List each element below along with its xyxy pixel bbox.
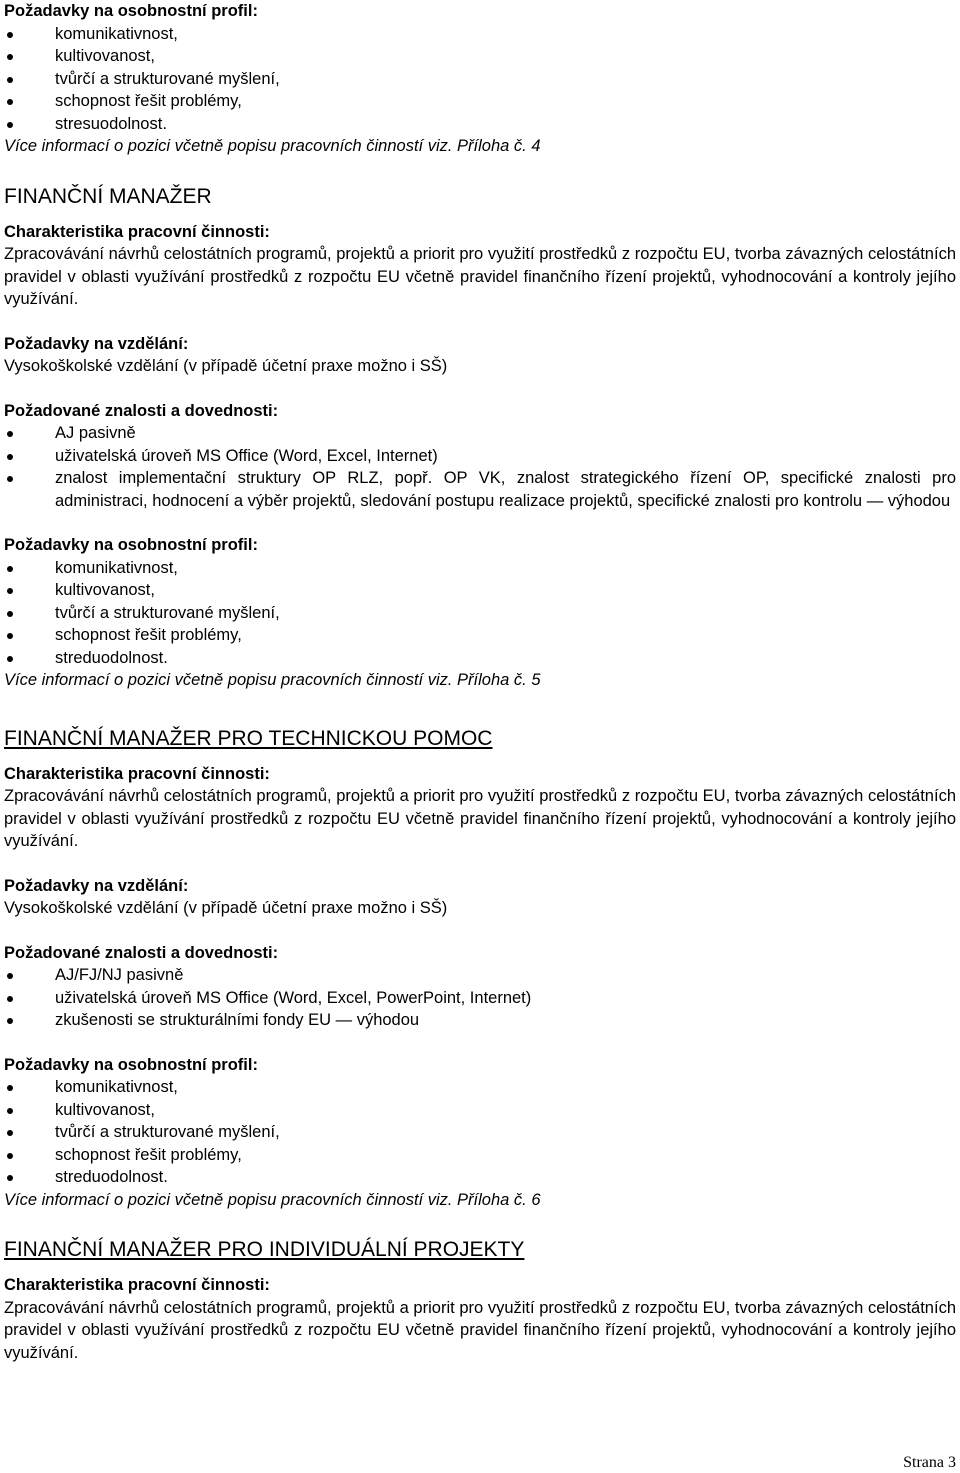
more-info-note: Více informací o pozici včetně popisu pracovních činností viz. Příloha č. 4	[4, 137, 541, 155]
list-item: tvůrčí a strukturované myšlení,	[4, 1121, 956, 1144]
section-title: FINANČNÍ MANAŽER PRO TECHNICKOU POMOC	[4, 726, 493, 750]
list-item: uživatelská úroveň MS Office (Word, Excel, PowerPoint, Internet)	[4, 987, 956, 1010]
list-item: zkušenosti se strukturálními fondy EU — výhodou	[4, 1009, 956, 1032]
skills-heading: Požadované znalosti a dovednosti:	[4, 401, 279, 420]
more-info-note: Více informací o pozici včetně popisu pracovních činností viz. Příloha č. 6	[4, 1190, 541, 1209]
list-item: kultivovanost,	[4, 45, 956, 68]
profile-heading: Požadavky na osobnostní profil:	[4, 2, 258, 20]
list-item: kultivovanost,	[4, 579, 956, 602]
list-item: streduodolnost.	[4, 647, 956, 670]
characteristic-text: Zpracovávání návrhů celostátních programů, projektů a priorit pro využití prostředků z rozpočtu EU, tvorba závazných celostátních pravidel v oblasti využívání prostředků z rozpočtu EU včetně pravidel finančního řízení projektů, vyhodnocování a kontroly jejího využívání.	[4, 787, 956, 850]
more-info-note: Více informací o pozici včetně popisu pracovních činností viz. Příloha č. 5	[4, 671, 541, 689]
education-text: Vysokoškolské vzdělání (v případě účetní praxe možno i SŠ)	[4, 357, 448, 375]
list-item: znalost implementační struktury OP RLZ, popř. OP VK, znalost strategického řízení OP, specifické znalosti pro administraci, hodnocení a výběr projektů, sledování postupu realizace projektů, specifické znalosti pro kontrolu — výhodou	[4, 467, 956, 512]
characteristic-heading: Charakteristika pracovní činnosti:	[4, 222, 270, 241]
list-item: uživatelská úroveň MS Office (Word, Excel, Internet)	[4, 445, 956, 468]
profile-list	[4, 557, 956, 670]
list-item: komunikativnost,	[4, 557, 956, 580]
section-title: FINANČNÍ MANAŽER	[4, 184, 212, 208]
characteristic-heading: Charakteristika pracovní činnosti:	[4, 1276, 270, 1294]
characteristic-text: Zpracovávání návrhů celostátních programů, projektů a priorit pro využití prostředků z rozpočtu EU, tvorba závazných celostátních pravidel v oblasti využívání prostředků z rozpočtu EU včetně pravidel finančního řízení projektů, vyhodnocování a kontroly jejího využívání.	[4, 1298, 956, 1362]
list-item: kultivovanost,	[4, 1099, 956, 1122]
profile-list	[4, 1076, 956, 1189]
skills-list	[4, 422, 956, 512]
list-item: komunikativnost,	[4, 23, 956, 46]
characteristic-heading: Charakteristika pracovní činnosti:	[4, 764, 270, 783]
profile-heading: Požadavky na osobnostní profil:	[4, 1055, 258, 1074]
skills-list	[4, 964, 956, 1032]
list-item: AJ pasivně	[4, 422, 956, 445]
characteristic-text: Zpracovávání návrhů celostátních programů, projektů a priorit pro využití prostředků z rozpočtu EU, tvorba závazných celostátních pravidel v oblasti využívání prostředků z rozpočtu EU včetně pravidel finančního řízení projektů, vyhodnocování a kontroly jejího využívání.	[4, 245, 956, 308]
profile-heading: Požadavky na osobnostní profil:	[4, 536, 258, 554]
list-item: komunikativnost,	[4, 1076, 956, 1099]
list-item: tvůrčí a strukturované myšlení,	[4, 602, 956, 625]
education-heading: Požadavky na vzdělání:	[4, 876, 189, 895]
education-text: Vysokoškolské vzdělání (v případě účetní praxe možno i SŠ)	[4, 899, 448, 917]
list-item: stresuodolnost.	[4, 113, 956, 136]
list-item: streduodolnost.	[4, 1166, 956, 1189]
education-heading: Požadavky na vzdělání:	[4, 334, 189, 353]
page-number: Strana 3	[903, 1454, 956, 1471]
list-item: tvůrčí a strukturované myšlení,	[4, 68, 956, 91]
document-page	[4, 0, 956, 1364]
list-item: schopnost řešit problémy,	[4, 624, 956, 647]
profile-list	[4, 23, 956, 136]
section-title: FINANČNÍ MANAŽER PRO INDIVIDUÁLNÍ PROJEKTY	[4, 1238, 525, 1261]
skills-heading: Požadované znalosti a dovednosti:	[4, 943, 279, 962]
list-item: schopnost řešit problémy,	[4, 1144, 956, 1167]
list-item: AJ/FJ/NJ pasivně	[4, 964, 956, 987]
list-item: schopnost řešit problémy,	[4, 90, 956, 113]
